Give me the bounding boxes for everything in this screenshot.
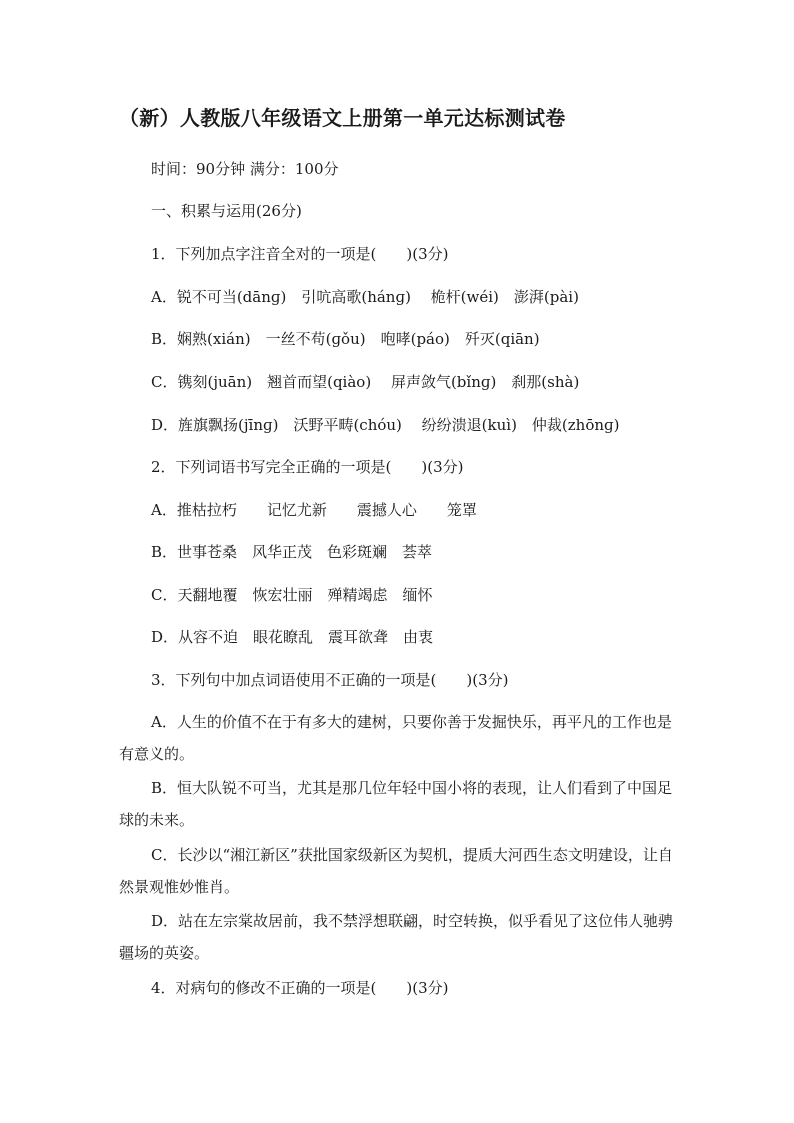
question-1-option-b: B．娴熟(xián) 一丝不苟(ɡǒu) 咆哮(páo) 歼灭(qiān) (151, 330, 540, 348)
question-1-option-d: D．旌旗飘扬(jīnɡ) 沃野平畴(chóu) 纷纷溃退(kuì) 仲裁(zhōnɡ) (151, 416, 620, 434)
question-1-option-c: C．镌刻(juān) 翘首而望(qiào) 屏声敛气(bǐnɡ) 刹那(shà) (151, 373, 580, 391)
question-3-option-a-text: A．人生的价值不在于有多大的建树，只要你善于发掘快乐，再平凡的工作也是有意义的。 (119, 713, 672, 763)
document-title: （新）人教版八年级语文上册第一单元达标测试卷 (119, 106, 566, 130)
question-3-option-b-text: B．恒大队锐不可当，尤其是那几位年轻中国小将的表现，让人们看到了中国足球的未来。 (119, 779, 673, 829)
question-3-option-a (119, 706, 679, 770)
question-3-stem: 3．下列句中加点词语使用不正确的一项是( )(3分) (151, 671, 509, 689)
question-3-option-c (119, 839, 679, 903)
section-heading: 一、积累与运用(26分) (151, 202, 302, 220)
question-1-stem: 1．下列加点字注音全对的一项是( )(3分) (151, 245, 449, 263)
question-2-stem: 2．下列词语书写完全正确的一项是( )(3分) (151, 458, 464, 476)
question-3-option-c-text: C．长沙以“湘江新区”获批国家级新区为契机，提质大河西生态文明建设，让自然景观惟妙惟肖。 (119, 846, 673, 896)
question-3-option-d (119, 905, 679, 969)
question-4-stem: 4．对病句的修改不正确的一项是( )(3分) (151, 979, 449, 997)
question-3-option-b (119, 772, 679, 836)
question-2-option-b: B．世事苍桑 风华正茂 色彩斑斓 荟萃 (151, 543, 433, 561)
question-2-option-a: A．推枯拉朽 记忆尤新 震撼人心 笼罩 (151, 501, 477, 519)
question-2-option-d: D．从容不迫 眼花瞭乱 震耳欲聋 由衷 (151, 628, 434, 646)
question-2-option-c: C．天翻地覆 恢宏壮丽 殚精竭虑 缅怀 (151, 586, 433, 604)
question-3-option-d-text: D．站在左宗棠故居前，我不禁浮想联翩，时空转换，似乎看见了这位伟人驰骋疆场的英姿。 (119, 912, 674, 962)
exam-meta: 时间：90分钟 满分：100分 (151, 160, 339, 178)
question-1-option-a: A．锐不可当(dānɡ) 引吭高歌(hánɡ) 桅杆(wéi) 澎湃(pài) (151, 288, 579, 306)
